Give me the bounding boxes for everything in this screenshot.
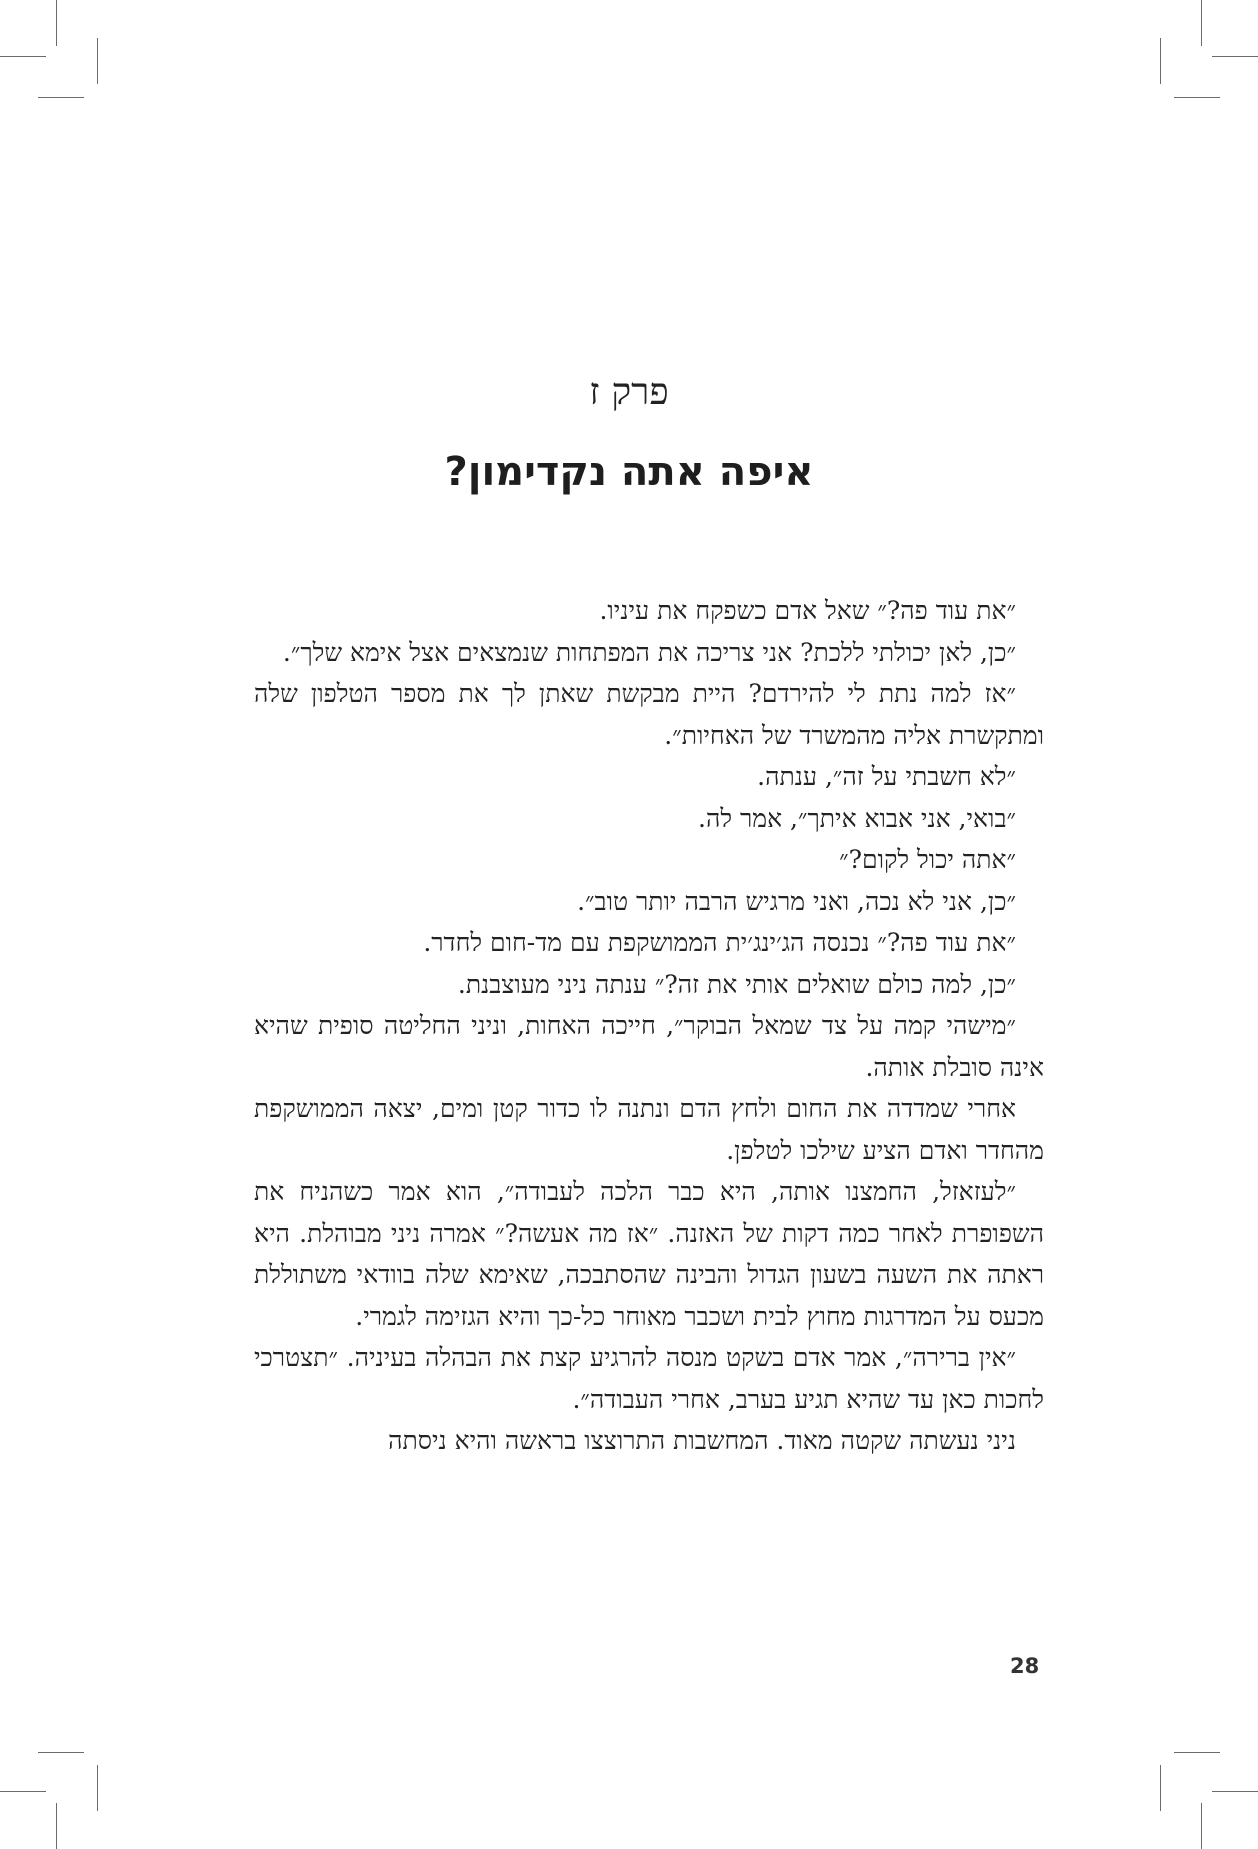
crop-mark-top-left-v bbox=[56, 0, 57, 46]
crop-mark-bottom-right-v2 bbox=[1160, 1765, 1161, 1811]
body-text bbox=[254, 590, 1044, 1462]
crop-mark-bottom-left-h2 bbox=[38, 1752, 84, 1753]
crop-mark-bottom-right-h bbox=[1212, 1791, 1258, 1792]
paragraph: ״כן, לאן יכולתי ללכת? אני צריכה את המפתחות שנמצאים אצל אימא שלך״. bbox=[282, 637, 1016, 667]
paragraph: ״אין ברירה״, אמר אדם בשקט מנסה להרגיע קצת את הבהלה בעיניה. ״תצטרכי לחכות כאן עד שהיא תגיע בערב, אחרי העבודה״. bbox=[254, 1343, 1044, 1414]
paragraph: ״כן, למה כולם שואלים אותי את זה?״ ענתה ניני מעוצבנת. bbox=[457, 969, 1016, 999]
crop-mark-top-right-h2 bbox=[1174, 97, 1220, 98]
paragraph: ״לא חשבתי על זה״, ענתה. bbox=[757, 762, 1016, 791]
paragraph: ״את עוד פה?״ שאל אדם כשפקח את עיניו. bbox=[599, 596, 1016, 625]
crop-mark-top-left-v2 bbox=[97, 38, 98, 84]
paragraph: ״אז למה נתת לי להירדם? היית מבקשת שאתן לך את מספר הטלפון שלה ומתקשרת אליה מהמשרד של האחיות״. bbox=[254, 679, 1044, 750]
paragraph: אחרי שמדדה את החום ולחץ הדם ונתנה לו כדור קטן ומים, יצאה הממושקפת מהחדר ואדם הציע שילכו לטלפן. bbox=[254, 1094, 1044, 1165]
page-number: 28 bbox=[1010, 1654, 1040, 1678]
paragraph: ״מישהי קמה על צד שמאל הבוקר״, חייכה האחות, וניני החליטה סופית שהיא אינה סובלת אותה. bbox=[254, 1011, 1044, 1082]
crop-mark-bottom-left-v bbox=[56, 1803, 57, 1849]
paragraph: ״לעזאזל, החמצנו אותה, היא כבר הלכה לעבודה״, הוא אמר כשהניח את השפופרת לאחר כמה דקות של האזנה. ״אז מה אעשה?״ אמרה ניני מבוהלת. היא ראתה את השעה בשעון הגדול והבינה שהסתבכה, שאימא שלה בוודאי משתוללת מכעס על המדרגות מחוץ לבית ושכבר מאוחר כל-כך והיא הגזימה לגמרי. bbox=[254, 1177, 1044, 1331]
crop-mark-top-right-v2 bbox=[1160, 38, 1161, 84]
crop-mark-top-left-h bbox=[0, 56, 46, 57]
crop-mark-top-right-h bbox=[1212, 56, 1258, 57]
crop-mark-bottom-left-h bbox=[0, 1791, 46, 1792]
paragraph: ״בואי, אני אבוא איתך״, אמר לה. bbox=[698, 803, 1016, 833]
chapter-label: פרק ז bbox=[589, 370, 669, 413]
crop-mark-bottom-left-v2 bbox=[97, 1765, 98, 1811]
paragraph: ״את עוד פה?״ נכנסה הג׳ינג׳ית הממושקפת עם מד-חום לחדר. bbox=[423, 928, 1016, 957]
paragraph: ״אתה יכול לקום?״ bbox=[839, 845, 1016, 874]
crop-mark-top-left-h2 bbox=[38, 97, 84, 98]
crop-mark-bottom-right-h2 bbox=[1174, 1752, 1220, 1753]
chapter-title: איפה אתה נקדימון? bbox=[444, 449, 814, 495]
crop-mark-bottom-right-v bbox=[1201, 1803, 1202, 1849]
paragraph: ״כן, אני לא נכה, ואני מרגיש הרבה יותר טוב״. bbox=[577, 886, 1016, 916]
crop-mark-top-right-v bbox=[1201, 0, 1202, 46]
paragraph: ניני נעשתה שקטה מאוד. המחשבות התרוצצו בראשה והיא ניסתה bbox=[388, 1426, 1016, 1455]
